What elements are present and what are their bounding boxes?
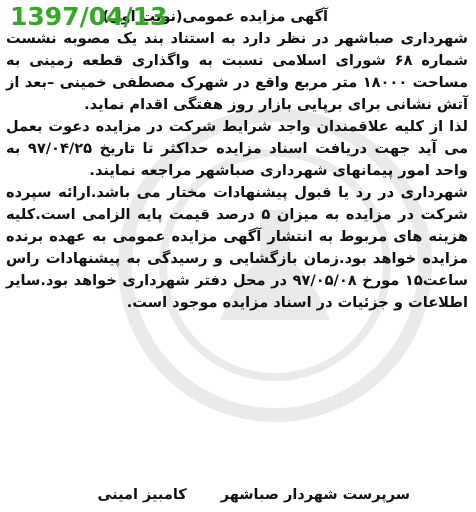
- notice-paragraph: شهرداری صباشهر در نظر دارد به استناد بند یک مصوبه نشست شماره ۶۸ شورای اسلامی نسبت به واگذاری قطعه زمینی به مساحت ۱۸۰۰۰ متر مربع واقع در شهرک مصطفی خمینی –بعد از آتش نشانی برای برپایی بازار روز هفتگی اقدام نماید.: [6, 30, 468, 113]
- notice-paragraph: لذا از کلیه علاقمندان واجد شرایط شرکت در مزایده دعوت بعمل می آید جهت دریافت اسناد مزایده حداکثر تا تاریخ ۹۷/۰۴/۲۵ به واحد امور پیمانهای شهرداری صباشهر مراجعه نمایند.: [6, 118, 468, 179]
- publication-date: 1397/04/13: [10, 2, 168, 31]
- notice-body: [6, 28, 468, 314]
- signature-title: سرپرست شهردار صباشهر: [220, 487, 410, 503]
- signature-block: [97, 484, 410, 506]
- notice-paragraph: شهرداری در رد یا قبول پیشنهادات مختار می باشد.ارائه سپرده شرکت در مزایده به میزان ۵ درصد قیمت پایه الزامی است.کلیه هزینه های مربوط به انتشار آگهی مزایده عمومی به عهده برنده مزایده خواهد بود.زمان بازگشایی و رسیدگی به پیشنهادات راس ساعت۱۵ مورخ ۹۷/۰۵/۰۸ در محل دفتر شهرداری خواهد بود.سایر اطلاعات و جزئیات در اسناد مزایده موجود است.: [6, 184, 468, 311]
- signature-name: کامبیز امینی: [97, 487, 187, 503]
- notice-title: آگهی مزایده عمومی(نوبت اول): [102, 9, 328, 25]
